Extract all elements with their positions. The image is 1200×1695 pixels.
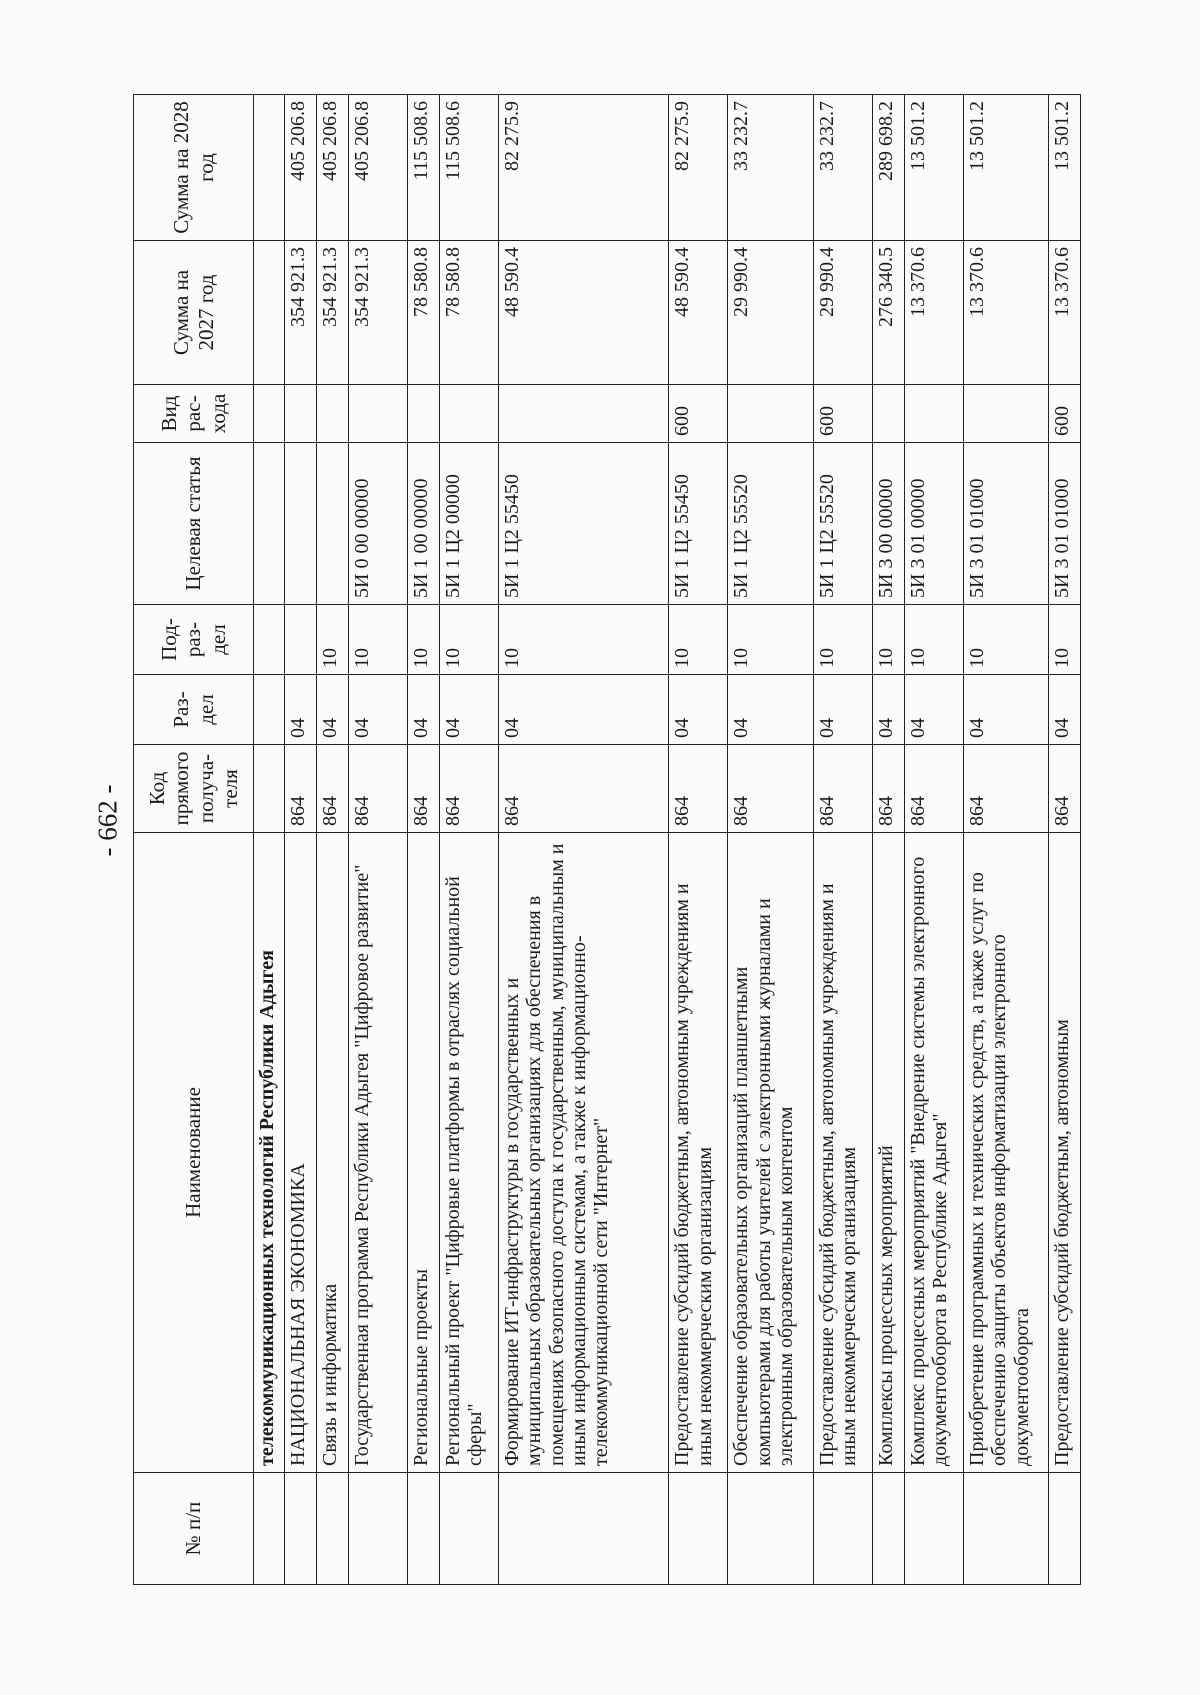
cell-sum2027: 354 921.3 <box>285 241 317 385</box>
cell-sum2028: 13 501.2 <box>963 95 1048 241</box>
cell-celevaya: 5И 3 01 00000 <box>904 443 963 605</box>
cell-name: Предоставление субсидий бюджетным, автономным учреждениям и иным некоммерческим организациям <box>813 833 872 1473</box>
cell-no <box>963 1473 1048 1585</box>
table-row <box>348 95 407 1585</box>
cell-vid <box>728 385 813 443</box>
cell-razdel: 04 <box>498 675 669 745</box>
cell-sum2028: 33 232.7 <box>813 95 872 241</box>
cell-razdel: 04 <box>904 675 963 745</box>
header-no: № п/п <box>134 1473 254 1585</box>
cell-vid <box>348 385 407 443</box>
cell-podrazdel: 10 <box>316 605 348 675</box>
cell-vid <box>872 385 904 443</box>
cell-name: Региональные проекты <box>407 833 439 1473</box>
cell-name: телекоммуникационных технологий Республики Адыгея <box>254 833 285 1473</box>
table-row <box>316 95 348 1585</box>
cell-kod: 864 <box>407 745 439 833</box>
cell-kod <box>254 745 285 833</box>
cell-sum2027: 48 590.4 <box>498 241 669 385</box>
cell-podrazdel: 10 <box>498 605 669 675</box>
cell-kod: 864 <box>1049 745 1081 833</box>
cell-sum2027: 354 921.3 <box>316 241 348 385</box>
cell-celevaya: 5И 1 Ц2 00000 <box>439 443 498 605</box>
cell-kod: 864 <box>669 745 728 833</box>
cell-kod: 864 <box>348 745 407 833</box>
table-header-row <box>134 95 254 1585</box>
cell-vid <box>285 385 317 443</box>
cell-celevaya: 5И 1 Ц2 55450 <box>669 443 728 605</box>
cell-kod: 864 <box>904 745 963 833</box>
table-row <box>904 95 963 1585</box>
cell-name: Комплекс процессных мероприятий "Внедрение системы электронного документооборота в Республике Адыгея" <box>904 833 963 1473</box>
cell-razdel: 04 <box>1049 675 1081 745</box>
header-sum-2027: Сумма на 2027 год <box>134 241 254 385</box>
cell-vid: 600 <box>813 385 872 443</box>
cell-name: Комплексы процессных мероприятий <box>872 833 904 1473</box>
header-kod: Код прямого получа-теля <box>134 745 254 833</box>
cell-celevaya: 5И 1 Ц2 55520 <box>728 443 813 605</box>
cell-sum2027: 13 370.6 <box>963 241 1048 385</box>
cell-name: Формирование ИТ-инфраструктуры в государственных и муниципальных образовательных организациях для обеспечения в помещениях безопасного доступа к государственным, муниципальным и иным информационным системам, а также к информационно-телекоммуникационной сети "Интернет" <box>498 833 669 1473</box>
cell-razdel: 04 <box>872 675 904 745</box>
cell-kod: 864 <box>963 745 1048 833</box>
cell-sum2027: 354 921.3 <box>348 241 407 385</box>
cell-no <box>813 1473 872 1585</box>
cell-no <box>285 1473 317 1585</box>
cell-podrazdel <box>254 605 285 675</box>
cell-podrazdel: 10 <box>407 605 439 675</box>
cell-sum2028: 82 275.9 <box>498 95 669 241</box>
cell-podrazdel: 10 <box>439 605 498 675</box>
cell-no <box>254 1473 285 1585</box>
cell-celevaya: 5И 3 00 00000 <box>872 443 904 605</box>
cell-sum2028: 13 501.2 <box>1049 95 1081 241</box>
cell-podrazdel: 10 <box>872 605 904 675</box>
cell-sum2027: 29 990.4 <box>728 241 813 385</box>
cell-name: Предоставление субсидий бюджетным, автономным учреждениям и иным некоммерческим организациям <box>669 833 728 1473</box>
cell-sum2027 <box>254 241 285 385</box>
cell-sum2028: 115 508.6 <box>439 95 498 241</box>
header-name: Наименование <box>134 833 254 1473</box>
cell-celevaya: 5И 1 Ц2 55520 <box>813 443 872 605</box>
cell-celevaya <box>285 443 317 605</box>
header-celevaya: Целевая статья <box>134 443 254 605</box>
cell-sum2028: 289 698.2 <box>872 95 904 241</box>
cell-no <box>872 1473 904 1585</box>
cell-kod: 864 <box>728 745 813 833</box>
cell-razdel: 04 <box>669 675 728 745</box>
cell-vid <box>963 385 1048 443</box>
cell-vid: 600 <box>1049 385 1081 443</box>
cell-kod: 864 <box>439 745 498 833</box>
table-row <box>963 95 1048 1585</box>
page-number-text: - 662 - <box>92 784 123 856</box>
table-row <box>728 95 813 1585</box>
table-row <box>285 95 317 1585</box>
cell-sum2028: 405 206.8 <box>316 95 348 241</box>
cell-celevaya: 5И 1 Ц2 55450 <box>498 443 669 605</box>
cell-sum2027: 13 370.6 <box>1049 241 1081 385</box>
cell-no <box>498 1473 669 1585</box>
cell-no <box>407 1473 439 1585</box>
cell-sum2027: 78 580.8 <box>439 241 498 385</box>
cell-podrazdel: 10 <box>669 605 728 675</box>
budget-table <box>133 94 1081 1585</box>
cell-celevaya <box>316 443 348 605</box>
cell-celevaya: 5И 3 01 01000 <box>963 443 1048 605</box>
cell-sum2027: 29 990.4 <box>813 241 872 385</box>
cell-vid <box>254 385 285 443</box>
cell-podrazdel <box>285 605 317 675</box>
cell-no <box>348 1473 407 1585</box>
cell-vid: 600 <box>669 385 728 443</box>
header-podrazdel: Под-раз-дел <box>134 605 254 675</box>
cell-razdel <box>254 675 285 745</box>
cell-name: Приобретение программных и технических средств, а также услуг по обеспечению защиты объектов информатизации электронного документооборота <box>963 833 1048 1473</box>
cell-vid <box>316 385 348 443</box>
cell-razdel: 04 <box>439 675 498 745</box>
header-razdel: Раз-дел <box>134 675 254 745</box>
cell-celevaya: 5И 0 00 00000 <box>348 443 407 605</box>
cell-kod: 864 <box>498 745 669 833</box>
header-sum-2028: Сумма на 2028 год <box>134 95 254 241</box>
cell-podrazdel: 10 <box>1049 605 1081 675</box>
cell-sum2028 <box>254 95 285 241</box>
cell-celevaya: 5И 3 01 01000 <box>1049 443 1081 605</box>
table-row <box>439 95 498 1585</box>
table-body <box>254 95 1081 1585</box>
cell-podrazdel: 10 <box>904 605 963 675</box>
cell-sum2027: 78 580.8 <box>407 241 439 385</box>
cell-kod: 864 <box>872 745 904 833</box>
table-row <box>669 95 728 1585</box>
cell-sum2027: 13 370.6 <box>904 241 963 385</box>
budget-table-sheet <box>133 95 1081 1585</box>
table-row <box>1049 95 1081 1585</box>
cell-no <box>316 1473 348 1585</box>
page-number <box>88 760 128 880</box>
cell-name: Региональный проект "Цифровые платформы в отраслях социальной сферы" <box>439 833 498 1473</box>
cell-vid <box>407 385 439 443</box>
cell-razdel: 04 <box>316 675 348 745</box>
cell-kod: 864 <box>285 745 317 833</box>
cell-no <box>904 1473 963 1585</box>
cell-razdel: 04 <box>813 675 872 745</box>
cell-vid <box>439 385 498 443</box>
cell-podrazdel: 10 <box>813 605 872 675</box>
table-row <box>813 95 872 1585</box>
cell-name: Обеспечение образовательных организаций планшетными компьютерами для работы учителей с электронными журналами и электронным образовательным контентом <box>728 833 813 1473</box>
cell-razdel: 04 <box>728 675 813 745</box>
cell-podrazdel: 10 <box>728 605 813 675</box>
cell-sum2027: 48 590.4 <box>669 241 728 385</box>
cell-kod: 864 <box>813 745 872 833</box>
cell-vid <box>498 385 669 443</box>
cell-razdel: 04 <box>348 675 407 745</box>
cell-no <box>669 1473 728 1585</box>
cell-podrazdel: 10 <box>963 605 1048 675</box>
cell-razdel: 04 <box>963 675 1048 745</box>
cell-name: Государственная программа Республики Адыгея "Цифровое развитие" <box>348 833 407 1473</box>
cell-sum2028: 115 508.6 <box>407 95 439 241</box>
cell-no <box>1049 1473 1081 1585</box>
table-row <box>872 95 904 1585</box>
cell-sum2028: 33 232.7 <box>728 95 813 241</box>
cell-sum2028: 82 275.9 <box>669 95 728 241</box>
table-row <box>407 95 439 1585</box>
cell-podrazdel: 10 <box>348 605 407 675</box>
table-row <box>498 95 669 1585</box>
header-vid: Вид рас-хода <box>134 385 254 443</box>
cell-celevaya <box>254 443 285 605</box>
cell-sum2027: 276 340.5 <box>872 241 904 385</box>
cell-vid <box>904 385 963 443</box>
cell-name: Предоставление субсидий бюджетным, автономным <box>1049 833 1081 1473</box>
cell-celevaya: 5И 1 00 00000 <box>407 443 439 605</box>
cell-no <box>728 1473 813 1585</box>
cell-sum2028: 13 501.2 <box>904 95 963 241</box>
cell-no <box>439 1473 498 1585</box>
cell-razdel: 04 <box>407 675 439 745</box>
cell-name: Связь и информатика <box>316 833 348 1473</box>
cell-kod: 864 <box>316 745 348 833</box>
cell-sum2028: 405 206.8 <box>285 95 317 241</box>
cell-name: НАЦИОНАЛЬНАЯ ЭКОНОМИКА <box>285 833 317 1473</box>
cell-razdel: 04 <box>285 675 317 745</box>
cell-sum2028: 405 206.8 <box>348 95 407 241</box>
table-row <box>254 95 285 1585</box>
